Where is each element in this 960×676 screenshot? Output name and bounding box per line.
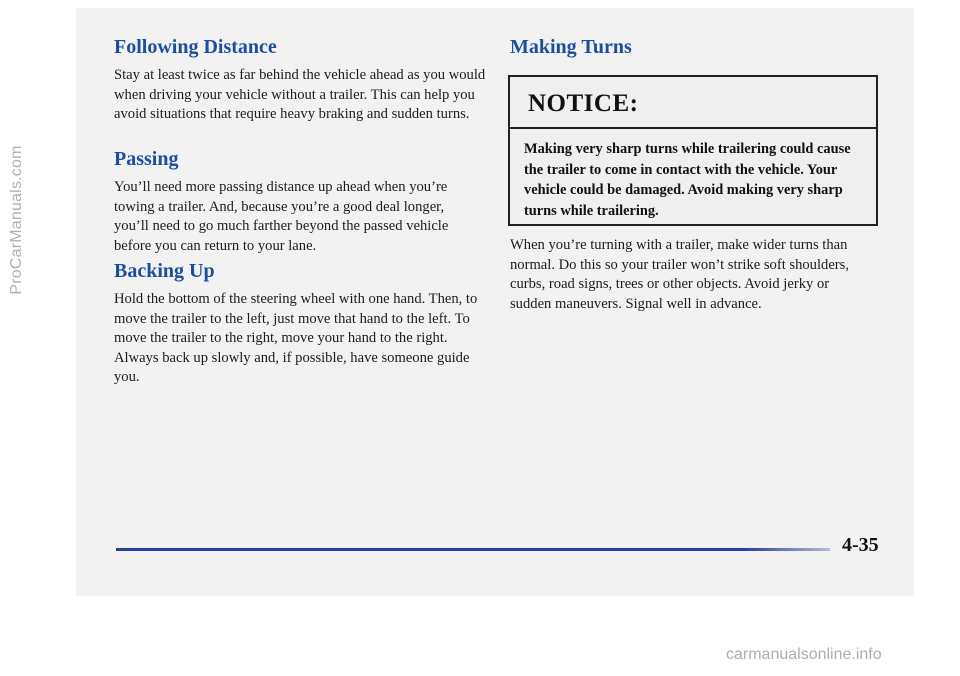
paragraph-backing-up: Hold the bottom of the steering wheel with one hand. Then, to move the trailer to the left, just move that hand to the left. To move the trailer to the right, move your hand to the right. Always back up slowly and, if possible, have someone guide you. <box>114 291 478 385</box>
paragraph-making-turns: When you’re turning with a trailer, make wider turns than normal. Do this so your trailer won’t strike soft shoulders, curbs, road signs, trees or other objects. Avoid jerky or sudden maneuvers. Signal well in advance. <box>510 237 849 312</box>
page-number: 4-35 <box>842 534 879 556</box>
heading-making-turns: Making Turns <box>510 36 632 58</box>
notice-title: NOTICE: <box>528 90 639 117</box>
heading-passing: Passing <box>114 148 179 170</box>
side-watermark <box>8 60 26 380</box>
paragraph-passing: You’ll need more passing distance up ahead when you’re towing a trailer. And, because you’re a good deal longer, you’ll need to go much farther beyond the passed vehicle before you can return to your lane. <box>114 179 449 254</box>
paragraph-following-distance: Stay at least twice as far behind the vehicle ahead as you would when driving your vehicle without a trailer. This can help you avoid situations that require heavy braking and sudden turns. <box>114 67 486 122</box>
bottom-watermark: carmanualsonline.info <box>726 646 882 663</box>
notice-divider <box>510 127 876 129</box>
heading-backing-up: Backing Up <box>114 260 215 282</box>
footer-rule <box>116 548 830 551</box>
heading-following-distance: Following Distance <box>114 36 277 58</box>
notice-box <box>508 75 878 226</box>
side-watermark-text: ProCarManuals.com <box>8 145 25 295</box>
notice-body: Making very sharp turns while trailering could cause the trailer to come in contact with the vehicle. Your vehicle could be damaged. Avoid making very sharp turns while trailering. <box>524 141 851 219</box>
manual-page <box>76 8 914 596</box>
